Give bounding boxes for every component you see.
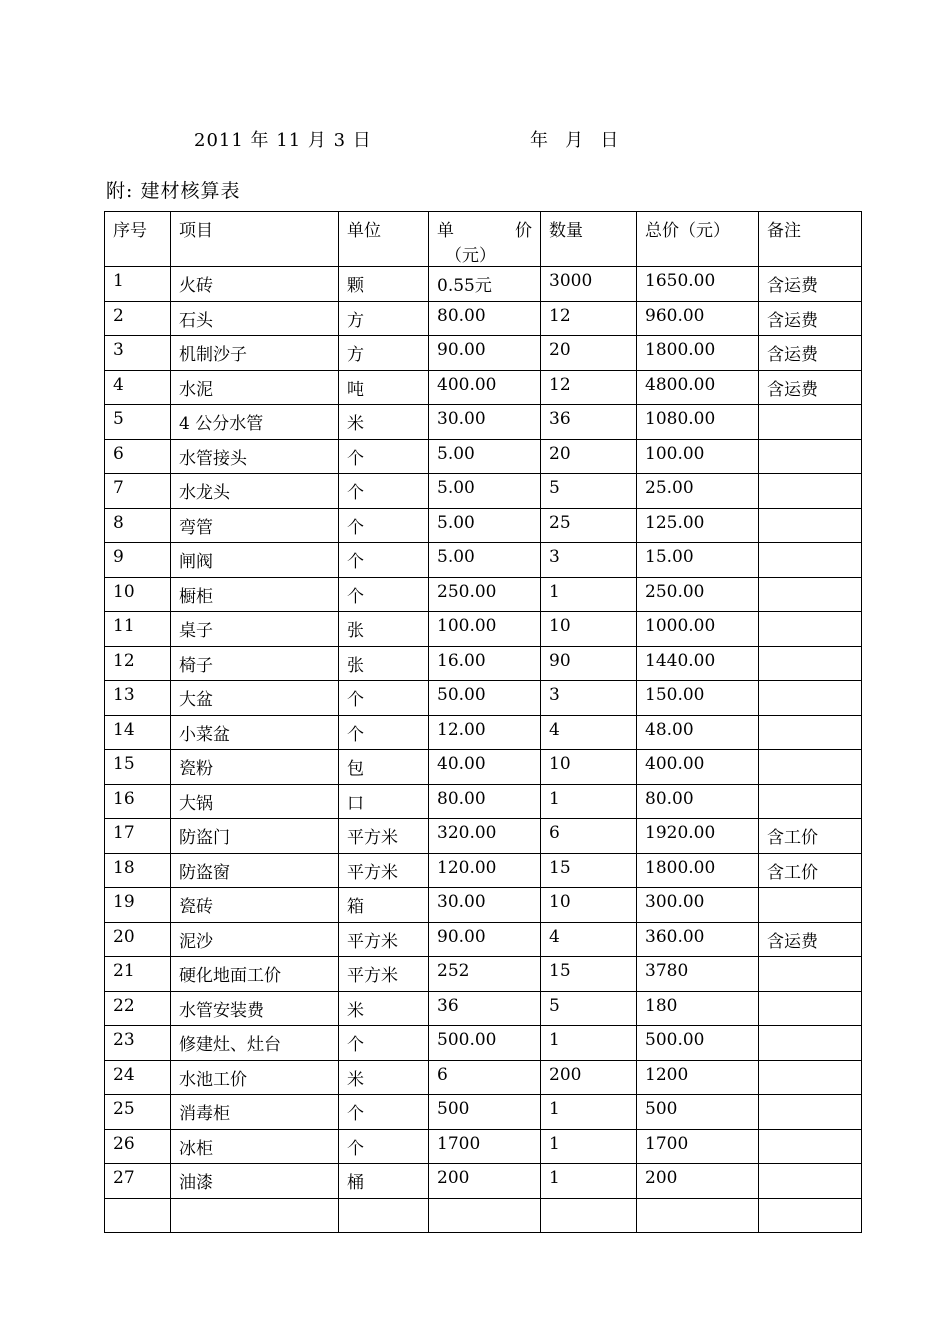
cell-unit-price: 80.00 [429,784,541,819]
cell-unit-price: 16.00 [429,646,541,681]
table-row [105,1095,862,1130]
table-row [105,957,862,992]
cell-quantity: 20 [541,439,637,474]
cell-item: 瓷砖 [171,888,339,923]
cell-quantity: 3 [541,681,637,716]
cell-total: 500 [637,1095,759,1130]
table-row [105,1026,862,1061]
cell-unit: 个 [339,1129,429,1164]
cell-quantity: 1 [541,1095,637,1130]
cell-remark [759,888,862,923]
cell-no: 19 [105,888,171,923]
table-row [105,922,862,957]
cell-unit: 个 [339,1095,429,1130]
cell-unit: 个 [339,681,429,716]
table-row [105,715,862,750]
table-row [105,1129,862,1164]
cell-quantity: 6 [541,819,637,854]
cell-unit-price: 120.00 [429,853,541,888]
cell-unit-price: 90.00 [429,922,541,957]
cell-item: 闸阀 [171,543,339,578]
table-row [105,577,862,612]
table-row [105,370,862,405]
cell-no: 9 [105,543,171,578]
cell-unit: 颗 [339,267,429,302]
cell-unit: 箱 [339,888,429,923]
cell-remark [759,646,862,681]
table-row [105,750,862,785]
cell-quantity: 1 [541,1129,637,1164]
cell-no: 3 [105,336,171,371]
cell-remark [759,1164,862,1199]
cell-item: 石头 [171,301,339,336]
cell-item: 水泥 [171,370,339,405]
cell-no [105,1198,171,1233]
cell-remark [759,1129,862,1164]
cell-quantity: 1 [541,1026,637,1061]
cell-remark: 含运费 [759,267,862,302]
cell-unit-price: 36 [429,991,541,1026]
cell-unit: 口 [339,784,429,819]
cell-unit: 个 [339,439,429,474]
cell-item [171,1198,339,1233]
table-row [105,1164,862,1199]
cell-quantity: 15 [541,957,637,992]
cell-remark [759,784,862,819]
cell-total: 48.00 [637,715,759,750]
cell-quantity: 1 [541,784,637,819]
table-row [105,1060,862,1095]
cell-unit: 平方米 [339,819,429,854]
cell-item: 桌子 [171,612,339,647]
cell-item: 橱柜 [171,577,339,612]
cell-total: 125.00 [637,508,759,543]
table-row [105,888,862,923]
cell-unit: 方 [339,301,429,336]
cell-unit: 张 [339,612,429,647]
cell-unit-price: 50.00 [429,681,541,716]
cell-total: 1200 [637,1060,759,1095]
header-unit: 单位 [339,212,429,267]
cell-unit-price: 80.00 [429,301,541,336]
cell-item: 火砖 [171,267,339,302]
cell-unit-price: 6 [429,1060,541,1095]
cell-no: 20 [105,922,171,957]
table-row [105,336,862,371]
cell-unit: 个 [339,1026,429,1061]
cell-unit: 个 [339,508,429,543]
cell-unit: 个 [339,715,429,750]
cell-unit: 方 [339,336,429,371]
cell-unit-price: 0.55元 [429,267,541,302]
cell-quantity: 12 [541,370,637,405]
cell-total: 1000.00 [637,612,759,647]
cell-no: 2 [105,301,171,336]
table-row [105,508,862,543]
cell-quantity [541,1198,637,1233]
cell-quantity: 36 [541,405,637,440]
cell-item: 4 公分水管 [171,405,339,440]
cell-total: 360.00 [637,922,759,957]
cell-item: 瓷粉 [171,750,339,785]
cell-remark [759,612,862,647]
table-row [105,405,862,440]
cell-remark [759,715,862,750]
cell-item: 小菜盆 [171,715,339,750]
cell-quantity: 3 [541,543,637,578]
cell-item: 机制沙子 [171,336,339,371]
cell-no: 13 [105,681,171,716]
cell-item: 椅子 [171,646,339,681]
cell-no: 4 [105,370,171,405]
cell-remark [759,991,862,1026]
cell-remark [759,957,862,992]
cell-total: 180 [637,991,759,1026]
cell-remark: 含运费 [759,370,862,405]
cell-quantity: 15 [541,853,637,888]
date-line-left: 2011 年 11 月 3 日 [194,130,372,151]
cell-remark [759,474,862,509]
cell-item: 水龙头 [171,474,339,509]
table-row [105,301,862,336]
header-no: 序号 [105,212,171,267]
cell-total: 1800.00 [637,336,759,371]
cell-quantity: 5 [541,991,637,1026]
cell-remark: 含工价 [759,853,862,888]
cell-unit: 个 [339,543,429,578]
cell-quantity: 4 [541,715,637,750]
cell-remark [759,508,862,543]
cell-unit-price: 252 [429,957,541,992]
cell-item: 消毒柜 [171,1095,339,1130]
table-row [105,474,862,509]
cell-unit-price: 5.00 [429,543,541,578]
cell-item: 大盆 [171,681,339,716]
header-quantity: 数量 [541,212,637,267]
table-row [105,646,862,681]
cell-unit: 个 [339,474,429,509]
cell-no: 10 [105,577,171,612]
header-unit-price-currency: （元） [445,246,496,266]
cell-unit: 平方米 [339,922,429,957]
cell-no: 14 [105,715,171,750]
header-unit-price [429,212,541,267]
cell-total: 150.00 [637,681,759,716]
header-total: 总价（元） [637,212,759,267]
cell-no: 25 [105,1095,171,1130]
cell-unit-price: 320.00 [429,819,541,854]
cell-no: 7 [105,474,171,509]
cell-remark [759,1060,862,1095]
cell-no: 22 [105,991,171,1026]
cell-remark [759,1095,862,1130]
cell-no: 15 [105,750,171,785]
cell-no: 1 [105,267,171,302]
cell-unit: 米 [339,991,429,1026]
materials-calculation-table [104,211,862,1233]
cell-unit-price: 5.00 [429,439,541,474]
table-row [105,853,862,888]
cell-remark [759,1026,862,1061]
table-row [105,819,862,854]
cell-item: 防盗窗 [171,853,339,888]
cell-remark: 含运费 [759,301,862,336]
cell-unit: 平方米 [339,853,429,888]
cell-item: 水池工价 [171,1060,339,1095]
cell-remark [759,405,862,440]
cell-remark: 含运费 [759,922,862,957]
header-remark: 备注 [759,212,862,267]
cell-total: 25.00 [637,474,759,509]
cell-total: 15.00 [637,543,759,578]
table-row [105,1198,862,1233]
cell-quantity: 90 [541,646,637,681]
cell-total: 300.00 [637,888,759,923]
cell-quantity: 12 [541,301,637,336]
cell-quantity: 4 [541,922,637,957]
table-row [105,439,862,474]
cell-remark [759,1198,862,1233]
header-unit-price-left: 单 [437,221,454,241]
cell-remark [759,750,862,785]
cell-unit-price: 30.00 [429,888,541,923]
cell-quantity: 1 [541,577,637,612]
cell-no: 12 [105,646,171,681]
cell-quantity: 200 [541,1060,637,1095]
cell-remark [759,681,862,716]
cell-quantity: 5 [541,474,637,509]
cell-unit: 平方米 [339,957,429,992]
cell-unit-price: 100.00 [429,612,541,647]
cell-unit-price: 250.00 [429,577,541,612]
cell-total: 250.00 [637,577,759,612]
cell-unit-price: 1700 [429,1129,541,1164]
cell-total: 1700 [637,1129,759,1164]
cell-remark [759,543,862,578]
table-header-row [105,212,862,267]
cell-no: 27 [105,1164,171,1199]
cell-unit [339,1198,429,1233]
cell-unit-price [429,1198,541,1233]
cell-quantity: 1 [541,1164,637,1199]
cell-no: 16 [105,784,171,819]
cell-quantity: 10 [541,888,637,923]
cell-unit-price: 5.00 [429,474,541,509]
table-row [105,991,862,1026]
cell-no: 17 [105,819,171,854]
cell-item: 弯管 [171,508,339,543]
cell-total: 1650.00 [637,267,759,302]
cell-total [637,1198,759,1233]
cell-remark [759,439,862,474]
cell-item: 防盗门 [171,819,339,854]
cell-total: 500.00 [637,1026,759,1061]
cell-remark [759,577,862,612]
cell-total: 3780 [637,957,759,992]
header-unit-price-right: 价 [515,221,532,241]
cell-unit: 米 [339,405,429,440]
table-row [105,543,862,578]
cell-no: 24 [105,1060,171,1095]
cell-unit: 米 [339,1060,429,1095]
cell-item: 冰柜 [171,1129,339,1164]
cell-quantity: 3000 [541,267,637,302]
cell-unit-price: 500 [429,1095,541,1130]
cell-item: 油漆 [171,1164,339,1199]
table-row [105,681,862,716]
cell-unit-price: 5.00 [429,508,541,543]
cell-unit: 个 [339,577,429,612]
table-row [105,612,862,647]
table-row [105,267,862,302]
table-caption: 附: 建材核算表 [106,180,241,202]
cell-quantity: 25 [541,508,637,543]
cell-item: 水管接头 [171,439,339,474]
cell-quantity: 10 [541,612,637,647]
cell-unit-price: 90.00 [429,336,541,371]
cell-no: 5 [105,405,171,440]
cell-no: 18 [105,853,171,888]
cell-remark: 含工价 [759,819,862,854]
cell-unit-price: 400.00 [429,370,541,405]
cell-remark: 含运费 [759,336,862,371]
cell-no: 21 [105,957,171,992]
table-row [105,784,862,819]
cell-total: 1440.00 [637,646,759,681]
cell-unit-price: 30.00 [429,405,541,440]
cell-quantity: 10 [541,750,637,785]
cell-unit-price: 500.00 [429,1026,541,1061]
cell-item: 硬化地面工价 [171,957,339,992]
cell-no: 11 [105,612,171,647]
cell-no: 8 [105,508,171,543]
cell-no: 6 [105,439,171,474]
cell-total: 1920.00 [637,819,759,854]
cell-total: 1800.00 [637,853,759,888]
cell-unit-price: 40.00 [429,750,541,785]
cell-unit: 桶 [339,1164,429,1199]
cell-unit: 吨 [339,370,429,405]
cell-item: 大锅 [171,784,339,819]
cell-unit-price: 12.00 [429,715,541,750]
cell-total: 1080.00 [637,405,759,440]
cell-total: 200 [637,1164,759,1199]
header-item: 项目 [171,212,339,267]
cell-unit-price: 200 [429,1164,541,1199]
cell-quantity: 20 [541,336,637,371]
cell-total: 100.00 [637,439,759,474]
cell-item: 水管安装费 [171,991,339,1026]
cell-item: 修建灶、灶台 [171,1026,339,1061]
cell-no: 23 [105,1026,171,1061]
date-line-right: 年 月 日 [530,130,619,151]
cell-unit: 包 [339,750,429,785]
cell-unit: 张 [339,646,429,681]
cell-total: 400.00 [637,750,759,785]
cell-no: 26 [105,1129,171,1164]
cell-total: 4800.00 [637,370,759,405]
cell-total: 960.00 [637,301,759,336]
cell-item: 泥沙 [171,922,339,957]
cell-total: 80.00 [637,784,759,819]
